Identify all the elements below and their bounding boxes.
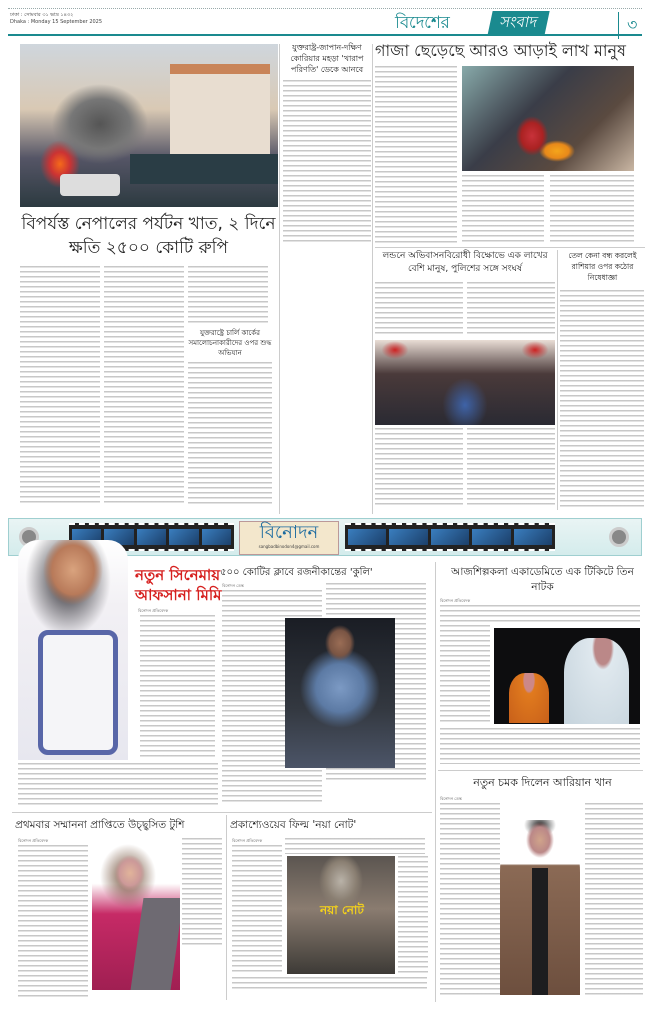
- coolie-byline: বিনোদন ডেস্ক: [222, 583, 244, 588]
- nepal-headline: বিপর্যস্ত নেপালের পর্যটন খাত, ২ দিনে ক্ষতি ২৫০০ কোটি রুপি: [21, 214, 276, 258]
- building-shape: [170, 64, 270, 159]
- korea-headline: যুক্তরাষ্ট্র-জাপান-দক্ষিণ কোরিয়ার মহড়া 'খারাপ পরিণতি' ডেকে আনবে: [290, 43, 364, 74]
- divider-horizontal-1: [375, 247, 645, 248]
- nepal-body-col3: [188, 266, 268, 326]
- kirk-body: [188, 362, 272, 507]
- mimi-headline-a: নতুন সিনেমায়: [135, 566, 221, 584]
- tushi-byline: বিনোদন প্রতিবেদক: [18, 838, 49, 843]
- london-headline: লন্ডনে অভিবাসনবিরোধী বিক্ষোভে এক লাখের বেশি মানুষ, পুলিশের সঙ্গে সংঘর্ষ: [382, 251, 548, 274]
- actor-white: [564, 638, 629, 724]
- natok-byline: বিনোদন প্রতিবেদক: [440, 598, 471, 603]
- nayanote-byline: বিনোদন প্রতিবেদক: [232, 838, 263, 843]
- date-english: Dhaka : Monday 15 September 2025: [10, 19, 103, 25]
- binodon-email[interactable]: sangbadbinodon4@gmail.com: [258, 544, 320, 549]
- kirk-headline: যুক্তরাষ্ট্রে চার্লি কার্কের সমালোচনাকারীদের ওপর শুদ্ধ অভিযান: [188, 329, 272, 357]
- mimi-byline: বিনোদন প্রতিবেদক: [138, 608, 169, 613]
- tushi-body-left: [18, 845, 88, 1000]
- binodon-title: বিনোদন: [259, 522, 319, 543]
- grey-dupatta: [131, 898, 180, 990]
- london-body-col1: [375, 282, 463, 337]
- nepal-body-col2: [104, 266, 184, 506]
- ariyan-photo: [500, 820, 580, 995]
- ariyan-body-left: [440, 803, 500, 998]
- divider-vertical-2: [372, 44, 373, 514]
- divider-vertical-5: [226, 815, 227, 1000]
- vehicle-shape: [60, 174, 120, 196]
- masthead-date: [10, 12, 102, 26]
- nepal-body-col1: [20, 266, 100, 506]
- divider-vertical-3: [557, 250, 558, 510]
- nayanote-body-left: [232, 845, 282, 975]
- saree-border: [38, 630, 118, 755]
- nayanote-body-right: [398, 856, 428, 974]
- tushi-body-right: [182, 838, 222, 948]
- film-reel-icon-right: [609, 527, 629, 547]
- nayanote-headline: প্রকাশ্যেওয়েব ফিল্ম 'নয়া নোট': [230, 819, 357, 831]
- divider-vertical-1: [279, 44, 280, 514]
- divider-horizontal-3: [438, 770, 643, 771]
- nayanote-body-top: [285, 838, 425, 854]
- gaza-headline: গাজা ছেড়েছে আরও আড়াই লাখ মানুষ: [375, 41, 626, 60]
- nayanote-body-bottom: [232, 977, 427, 989]
- russia-body: [560, 290, 644, 508]
- gaza-photo: [462, 66, 634, 171]
- london-body-col4: [467, 428, 555, 508]
- film-strip-right: [345, 523, 555, 551]
- natok-photo: [494, 628, 640, 724]
- binodon-title-box: [239, 521, 339, 555]
- black-shirt: [532, 868, 548, 995]
- nepal-photo: [20, 44, 278, 207]
- page-number: ৩: [618, 12, 637, 39]
- section-title-a: বিদেশের: [395, 13, 450, 33]
- tushi-photo: [92, 838, 180, 990]
- actor-orange: [509, 673, 549, 723]
- date-bengali: ঢাকা : সোমবার ৩১ ভাদ্র ১৪৩২: [10, 12, 74, 18]
- coolie-headline: ৫০০ কোটির ক্লাবে রজনীকান্তের 'কুলি': [220, 567, 373, 578]
- ariyan-byline: বিনোদন ডেস্ক: [440, 796, 462, 801]
- divider-horizontal-2: [12, 812, 432, 813]
- london-photo: [375, 340, 555, 425]
- mimi-body-bottom: [18, 763, 218, 805]
- natok-body-top: [440, 605, 640, 623]
- tushi-headline: প্রথমবার সম্মাননা প্রাপ্তিতে উচ্ছ্বসিত টুশি: [15, 819, 185, 831]
- russia-headline: তেল কেনা বন্ধ করলেই রাশিয়ার ওপর কঠোর নিষেধাজ্ঞা: [568, 251, 637, 282]
- korea-body: [283, 80, 371, 245]
- gaza-body-col1: [375, 66, 457, 246]
- gaza-body-col3: [550, 175, 634, 245]
- mimi-photo: [18, 540, 128, 760]
- coolie-photo: [285, 618, 395, 768]
- ariyan-body-right: [585, 803, 643, 998]
- natok-headline: আজশিল্পকলা একাডেমিতে এক টিকিটে তিন নাটক: [451, 566, 634, 593]
- ariyan-headline: নতুন চমক দিলেন আরিয়ান খান: [473, 776, 612, 789]
- poster-title: নয়া নোট: [320, 903, 364, 917]
- section-title-b: সংবাদ: [487, 11, 549, 36]
- london-body-col2: [467, 282, 555, 337]
- london-body-col3: [375, 428, 463, 508]
- divider-vertical-4: [435, 562, 436, 1002]
- gaza-body-col2: [462, 175, 544, 245]
- mimi-headline-b: আফসানা মিমি: [135, 586, 222, 604]
- nayanote-poster: [287, 856, 395, 974]
- natok-body-bottom: [440, 728, 640, 764]
- mimi-body: [140, 615, 215, 760]
- natok-body-left: [440, 625, 490, 725]
- crowd-shape: [130, 154, 278, 184]
